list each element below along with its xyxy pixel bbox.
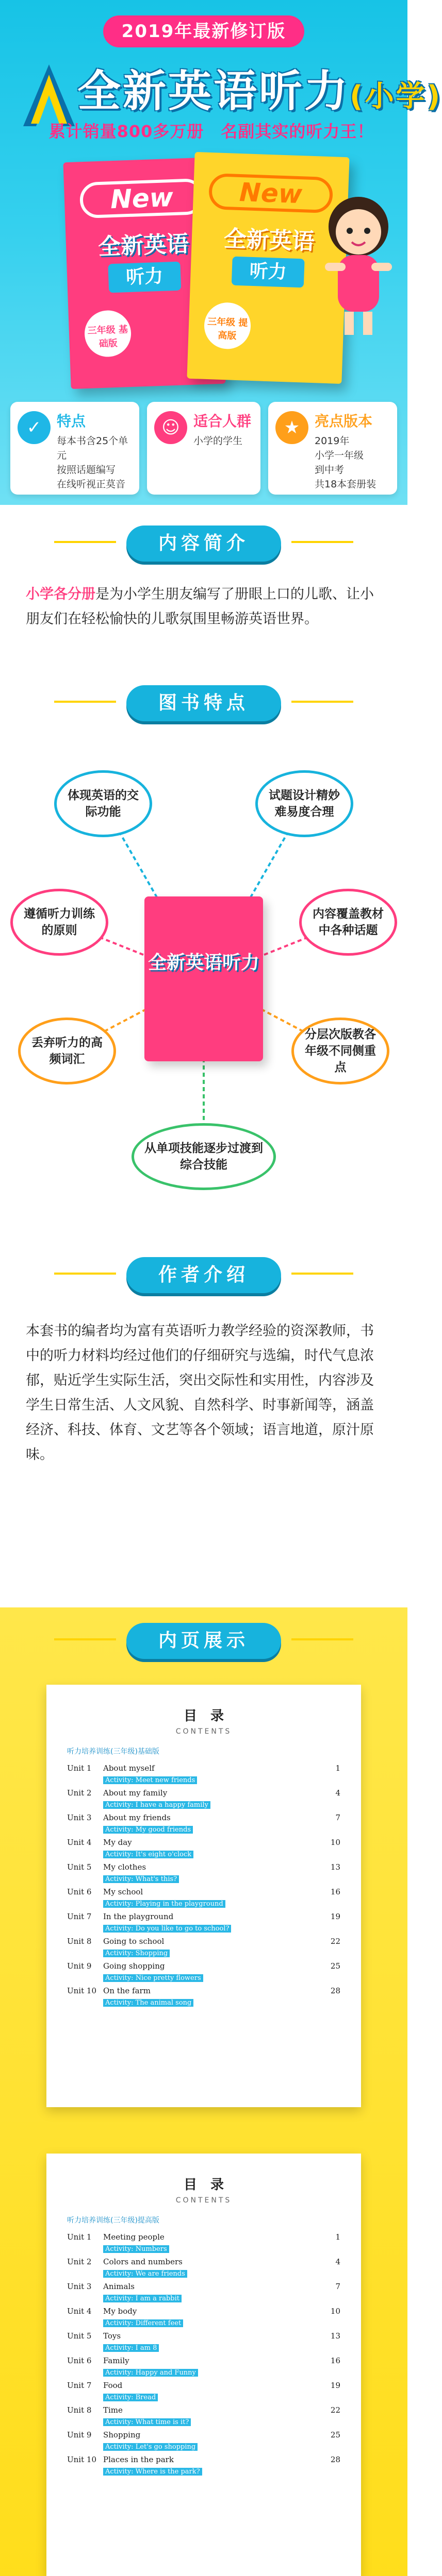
toc-row [67,1786,340,1800]
toc-activity-text: Activity: Playing in the playground [103,1900,225,1908]
toc-pg: 10 [330,2307,340,2316]
toc-row [67,1885,340,1899]
feature-bubble: 试题设计精妙难易度合理 [255,770,353,837]
toc-t: About my family [103,1788,168,1798]
edition-banner: 2019年最新修订版 [103,15,304,47]
center-book-cover [144,896,263,1061]
toc-row [67,2329,340,2343]
toc-n: Unit 2 [67,1788,92,1798]
feature-card-edition [268,402,397,495]
toc-pg: 19 [330,1912,340,1921]
toc-grade: 听力培养训练(三年级)提高版 [67,2216,159,2225]
toc-row [67,1836,340,1849]
feature-bubble: 分层次版教各年级不同侧重点 [291,1018,389,1084]
toc-activity-text: Activity: Where is the park? [103,2468,202,2476]
book-title: 全新英语 [223,225,315,256]
toc-row [67,2379,340,2392]
toc-activity-text: Activity: My good friends [103,1826,193,1834]
toc-activity [67,2417,340,2428]
toc-n: Unit 1 [67,2232,92,2242]
toc-t: Places in the park [103,2455,174,2464]
toc-activity-text: Activity: Bread [103,2394,158,2401]
section-heading-pages: 内页展示 [126,1623,281,1659]
toc-row [67,2403,340,2417]
toc-row [67,1959,340,1973]
check-icon: ✓ [18,411,51,444]
book-new-badge: New [208,173,333,213]
feature-title: 亮点版本 [315,413,373,430]
toc-n: Unit 5 [67,1862,92,1872]
toc-t: My clothes [103,1862,146,1872]
toc-row [67,1935,340,1948]
toc-title: 目 录 [183,1708,224,1724]
toc-pg: 22 [330,2405,340,2415]
toc-t: In the playground [103,1912,174,1921]
toc-activity-text: Activity: I am a rabbit [103,2295,182,2302]
toc-t: Meeting people [103,2232,165,2242]
feature-bubble: 内容覆盖教材中各种话题 [299,889,397,956]
section-heading-features: 图书特点 [126,685,281,721]
toc-activity [67,1775,340,1786]
toc-pg: 22 [330,1937,340,1946]
feature-card-audience [147,402,260,495]
toc-activity [67,2367,340,2379]
toc-n: Unit 3 [67,2282,92,2291]
toc-n: Unit 9 [67,2430,92,2439]
toc-t: Colors and numbers [103,2257,183,2266]
hero-title-sub: (小学) [350,80,442,113]
toc-n: Unit 5 [67,2331,92,2341]
feature-line: 小学一年级 [315,450,364,461]
book-title-2: 听力 [108,262,181,293]
toc-list [67,2230,340,2478]
hero-features [0,402,407,500]
toc-activity-text: Activity: We are friends [103,2270,187,2278]
toc-row [67,1910,340,1923]
toc-pg: 25 [330,2430,340,2439]
book-new-badge: New [79,178,204,218]
toc-pg: 1 [335,2232,340,2242]
toc-activity-text: Activity: Do you like to go to school? [103,1925,231,1933]
toc-t: About my friends [103,1813,171,1822]
hero-section [0,0,442,505]
hero-slogan: 累计销量800多万册 名副其实的听力王！ [48,122,374,141]
toc-activity [67,1899,340,1910]
toc-t: Shopping [103,2430,141,2439]
toc-activity [67,2466,340,2478]
toc-row [67,1984,340,1997]
toc-sheet-basic [46,1685,361,2107]
toc-activity-text: Activity: I am 8 [103,2344,159,2352]
cartoon-girl-icon [315,185,402,340]
toc-activity-text: Activity: I have a happy family [103,1801,210,1809]
toc-t: My day [103,1838,132,1847]
toc-n: Unit 1 [67,1764,92,1773]
toc-t: My body [103,2307,137,2316]
feature-bubble: 丢弃听力的高频词汇 [18,1018,116,1084]
toc-activity [67,2244,340,2255]
toc-t: Family [103,2356,129,2365]
section-heading-author: 作者介绍 [126,1257,281,1293]
feature-title: 特点 [57,413,86,430]
toc-pg: 7 [335,1813,340,1822]
intro-text: 是为小学生朋友编写了册眼上口的儿歌、让小朋友们在轻松愉快的儿歌氛围里畅游英语世界。 [26,586,374,627]
toc-grade: 听力培养训练(三年级)基础版 [67,1748,159,1756]
intro-highlight: 小学各分册 [26,586,95,602]
toc-activity-text: Activity: Numbers [103,2245,169,2253]
book-title-2: 听力 [232,257,305,288]
toc-pg: 13 [330,2331,340,2341]
toc-pg: 28 [330,1986,340,1995]
toc-title: 目 录 [183,2177,224,2193]
feature-line: 共18本套册装 [315,479,376,490]
toc-n: Unit 7 [67,2381,92,2390]
toc-row [67,2304,340,2318]
toc-subtitle: CONTENTS [175,1727,232,1736]
toc-activity-text: Activity: Meet new friends [103,1776,197,1784]
toc-subtitle: CONTENTS [175,2196,232,2205]
toc-activity [67,1849,340,1860]
toc-pg: 13 [330,1862,340,1872]
toc-pg: 10 [330,1838,340,1847]
toc-activity-text: Activity: Nice pretty flowers [103,1974,203,1982]
feature-line: 2019年 [315,435,350,447]
toc-row [67,2428,340,2442]
toc-t: Animals [103,2282,135,2291]
toc-t: Time [103,2405,123,2415]
toc-n: Unit 10 [67,1986,96,1995]
toc-activity-text: Activity: It's eight o'clock [103,1851,193,1858]
feature-line: 按照话题编写 [57,464,116,476]
toc-t: Food [103,2381,123,2390]
smile-icon: ☺ [154,411,187,444]
toc-row [67,2354,340,2367]
toc-sheet-advanced [46,2154,361,2576]
toc-pg: 7 [335,2282,340,2291]
toc-n: Unit 6 [67,1887,92,1896]
feature-line: 到中考 [315,464,345,476]
inner-pages-section [0,1607,407,2576]
toc-row [67,1860,340,1874]
toc-activity [67,1874,340,1885]
toc-pg: 25 [330,1961,340,1971]
toc-activity [67,1923,340,1935]
star-icon: ★ [275,411,308,444]
feature-bubble: 从单项技能逐步过渡到综合技能 [132,1123,276,1190]
book-grade-badge: 三年级 基础版 [84,310,132,358]
feature-bubble: 体现英语的交际功能 [54,770,152,837]
toc-pg: 19 [330,2381,340,2390]
toc-pg: 16 [330,2356,340,2365]
toc-row [67,2453,340,2466]
toc-activity [67,2268,340,2280]
toc-n: Unit 4 [67,1838,92,1847]
hero-title [77,57,442,119]
author-paragraph: 本套书的编者均为富有英语听力教学经验的资深教师，书中的听力材料均经过他们的仔细研究与选编，时代气息浓郁，贴近学生实际生活，突出交际性和实用性，内容涉及学生日常生活、人文风貌、自然科学、时事新闻等，涵盖经济、科技、体育、文艺等各个领域；语言地道，原汁原味。 [26,1323,374,1463]
feature-bubble: 遵循听力训练的原则 [10,889,108,956]
toc-n: Unit 8 [67,1937,92,1946]
toc-list [67,1761,340,2009]
toc-n: Unit 3 [67,1813,92,1822]
feature-line: 每本书含25个单元 [57,435,128,461]
feature-line: 小学的学生 [193,435,243,447]
feature-line: 在线听视正莫音 [57,479,126,490]
toc-pg: 1 [335,1764,340,1773]
section-heading-intro: 内容简介 [126,526,281,562]
toc-activity-text: Activity: Let's go shopping [103,2443,198,2451]
feature-card-highlight [10,402,139,495]
toc-activity-text: Activity: The animal song [103,1999,193,2007]
toc-n: Unit 10 [67,2455,96,2464]
toc-row [67,1761,340,1775]
toc-t: About myself [103,1764,155,1773]
toc-pg: 28 [330,2455,340,2464]
toc-n: Unit 4 [67,2307,92,2316]
toc-n: Unit 8 [67,2405,92,2415]
toc-t: On the farm [103,1986,151,1995]
toc-activity [67,1997,340,2009]
toc-activity-text: Activity: Shopping [103,1950,170,1957]
features-diagram [0,747,407,1211]
center-book-title: 全新英语听力 [148,952,259,973]
toc-n: Unit 2 [67,2257,92,2266]
toc-row [67,1811,340,1824]
toc-pg: 4 [335,1788,340,1798]
toc-t: Going to school [103,1937,165,1946]
book-grade-badge: 三年级 提高版 [203,302,251,350]
toc-row [67,2255,340,2268]
feature-title: 适合人群 [193,413,252,430]
toc-activity [67,2318,340,2329]
toc-n: Unit 6 [67,2356,92,2365]
book-title: 全新英语 [97,230,189,261]
toc-activity [67,2392,340,2403]
intro-paragraph [26,582,382,632]
toc-n: Unit 7 [67,1912,92,1921]
toc-pg: 16 [330,1887,340,1896]
toc-activity [67,2442,340,2453]
toc-activity [67,1824,340,1836]
toc-n: Unit 9 [67,1961,92,1971]
toc-pg: 4 [335,2257,340,2266]
toc-activity [67,1973,340,1984]
toc-activity [67,1948,340,1959]
toc-t: My school [103,1887,143,1896]
toc-activity-text: Activity: What's this? [103,1875,179,1883]
toc-activity-text: Activity: Different feet [103,2319,183,2327]
toc-activity [67,2343,340,2354]
toc-activity-text: Activity: What time is it? [103,2418,191,2426]
toc-activity [67,1800,340,1811]
toc-row [67,2280,340,2293]
toc-t: Going shopping [103,1961,165,1971]
toc-activity-text: Activity: Happy and Funny [103,2369,198,2377]
toc-activity [67,2293,340,2304]
toc-t: Toys [103,2331,121,2341]
toc-row [67,2230,340,2244]
hero-title-main: 全新英语听力 [77,66,350,116]
